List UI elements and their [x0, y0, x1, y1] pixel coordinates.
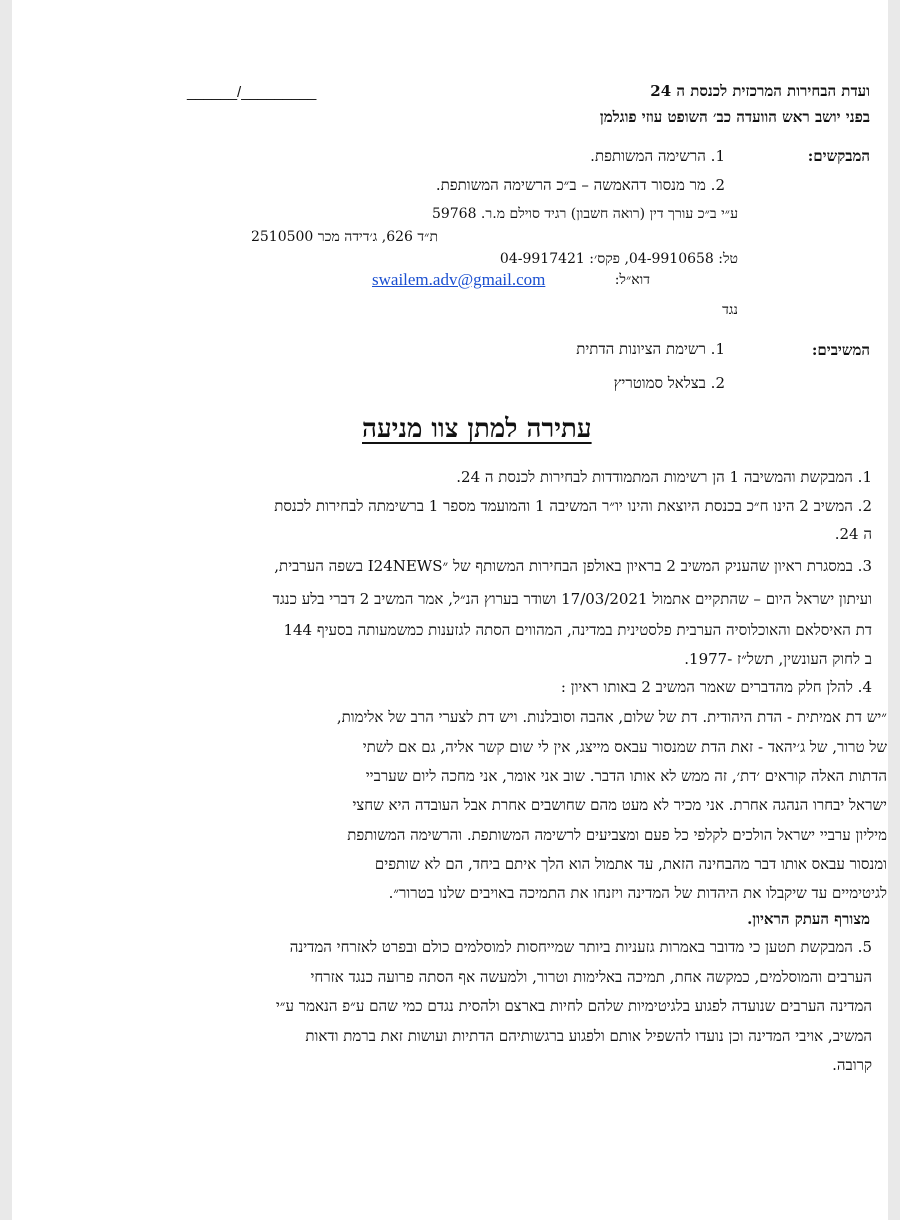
- email-link[interactable]: swailem.adv@gmail.com: [372, 270, 546, 289]
- petitioner-item-1: 1. הרשימה המשותפת.: [590, 147, 725, 165]
- respondent-item-1: 1. רשימת הציונות הדתית: [576, 340, 725, 358]
- document-page: [12, 0, 888, 1220]
- respondent-item-2: 2. בצלאל סמוטריץ: [613, 374, 725, 392]
- paragraph-3-line: דת האיסלאם והאוכלוסיה הערבית פלסטינית במדינה, המהווים הסתה לגזענות כמשמעותה בסעיף 144: [283, 621, 872, 639]
- quote-line: ומנסור עבאס אותו דבר מהבחינה הזאת, עד אתמול הוא הלך איתם ביחד, הם לא שותפים: [374, 855, 887, 873]
- paragraph-2-line: ה 24.: [834, 525, 872, 543]
- document-title: עתירה למתן צוו מניעה: [362, 414, 592, 444]
- email-label: דוא״ל:: [614, 272, 650, 288]
- paragraph-3-line: 3. במסגרת ראיון שהעניק המשיב 2 בראיון באולפן הבחירות המשותף של ״I24NEWS בשפה הערבית,: [274, 557, 872, 575]
- committee-name: ועדת הבחירות המרכזית לכנסת ה 24: [650, 82, 870, 100]
- quote-line: הדתות האלה קוראים ׳דת׳, זה ממש לא אותו הדבר. שוב אני אומר, אני מחכה ליום שערביי: [365, 767, 887, 785]
- paragraph-2-line: 2. המשיב 2 הינו ח״כ בכנסת היוצאת והינו יו״ר המשיבה 1 והמועמד מספר 1 ברשימתה לבחירות לכנסת: [274, 497, 872, 515]
- paragraph-5-line: המדינה הערבים שנועדה לפגוע בלגיטימיות שלהם לחיות בארצם ולהסית נגדם כמי שהם ע״פ הנאמר ע״י: [275, 997, 872, 1015]
- versus-label: נגד: [722, 302, 738, 318]
- quote-line: ״יש דת אמיתית - הדת היהודית. דת של שלום, אהבה וסובלנות. ויש דת לצערי הרב של אלימות,: [336, 708, 887, 726]
- date-field: ______/_________: [187, 84, 317, 101]
- quote-line: לגיטימיים עד שיקבלו את היהדות של המדינה ויזנחו את התמיכה באויבים שלנו בטרור״.: [388, 884, 887, 902]
- quote-line: ישראל יבחרו הנהגה אחרת. אני מכיר לא מעט מהם שחושבים אחרת אבל העובדה היא שחצי: [352, 796, 887, 814]
- petitioners-label: המבקשים:: [807, 147, 870, 165]
- paragraph-3-line: ועיתון ישראל היום – שהתקיים אתמול 17/03/2021 ושודר בערוץ הנ״ל, אמר המשיב 2 דברי בלע כנגד: [272, 590, 872, 608]
- attachment-note: מצורף העתק הראיון.: [747, 910, 870, 928]
- paragraph-5-line: קרובה.: [832, 1056, 872, 1074]
- paragraph-3-line: ב לחוק העונשין, תשל״ז -1977.: [684, 650, 872, 668]
- phone-line: טל: 04-9910658, פקס׳: 04-9917421: [499, 251, 738, 267]
- quote-line: מיליון ערביי ישראל הולכים לקלפי כל פעם ומצביעים לרשימה המשותפת. והרשימה המשותפת: [347, 826, 887, 844]
- paragraph-5-line: המשיב, אויבי המדינה וכן נועדו להשפיל אותם ולפגוע ברגשותיהם הדתיות ועושות זאת ברמת ודאות: [305, 1027, 872, 1045]
- before-judge: בפני יושב ראש הוועדה כב׳ השופט עוזי פוגלמן: [599, 108, 870, 126]
- quote-line: של טרור, של ג׳יהאד - זאת הדת שמנסור עבאס מייצג, אין לי שום קשר אליה, גם אם לשתי: [362, 738, 887, 756]
- paragraph-1-line: 1. המבקשת והמשיבה 1 הן רשימות המתמודדות לבחירות לכנסת ה 24.: [456, 468, 872, 486]
- respondents-label: המשיבים:: [811, 341, 870, 359]
- address-line: ת״ד 626, ג׳דידה מכר 2510500: [250, 229, 438, 245]
- paragraph-5-line: 5. המבקשת תטען כי מדובר באמרות גזעניות ביותר שמייחסות למוסלמים כולם ובפרט לאזרחי המדינה: [289, 938, 872, 956]
- paragraph-5-line: הערבים והמוסלמים, כמקשה אחת, תמיכה באלימות וטרור, ולמעשה אף הסתה פרועה כנגד אזרחי: [310, 968, 872, 986]
- paragraph-4-intro: 4. להלן חלק מהדברים שאמר המשיב 2 באותו ראיון :: [560, 678, 872, 696]
- petitioner-item-2: 2. מר מנסור דהאמשה – ב״כ הרשימה המשותפת.: [435, 176, 725, 194]
- counsel-line: ע״י ב״כ עורך דין (רואה חשבון) רגיד סוילם מ.ר. 59768: [431, 206, 738, 222]
